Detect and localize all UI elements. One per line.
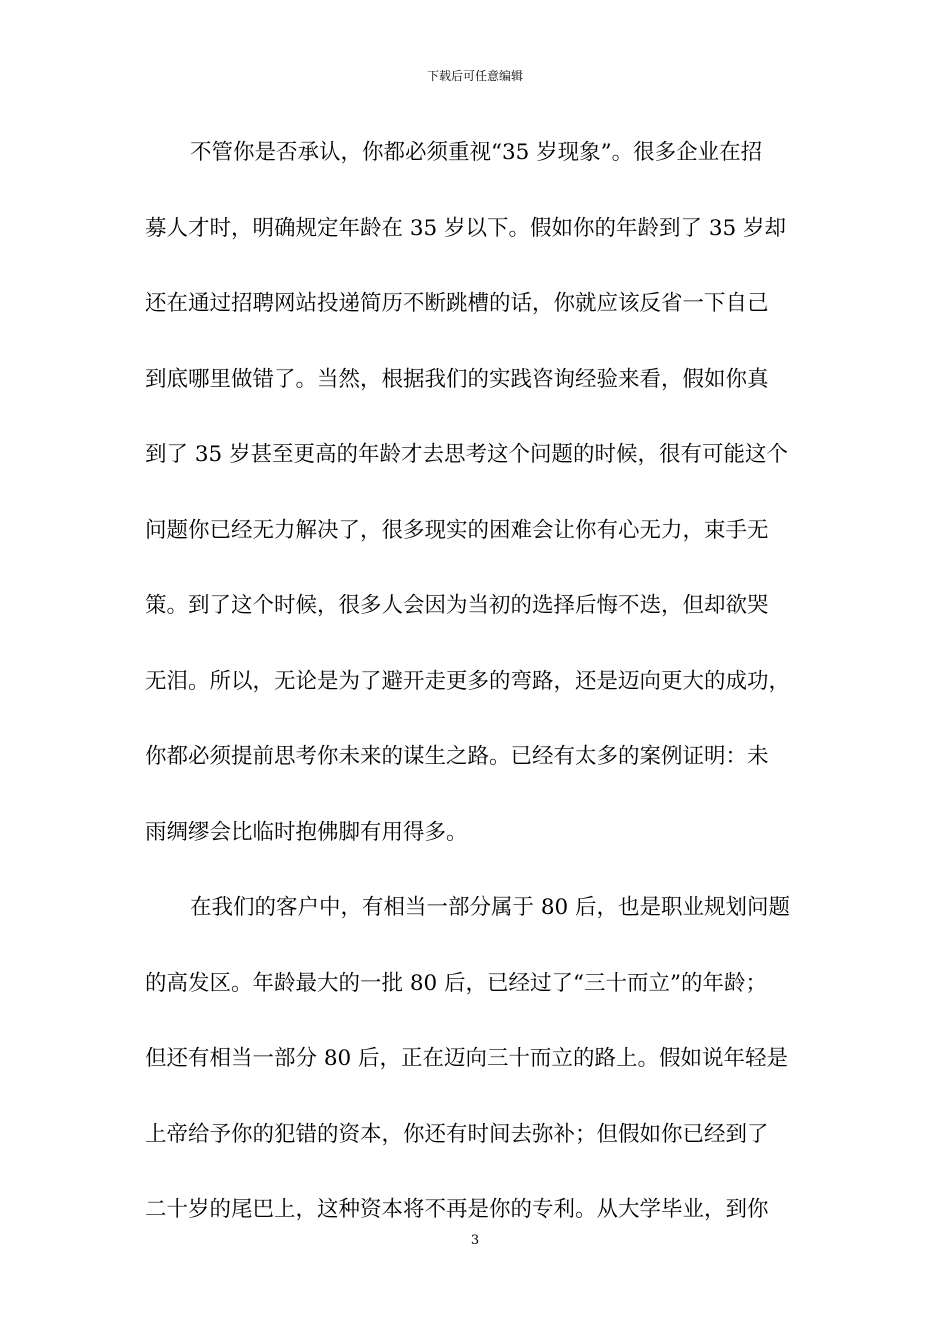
text-line: 在我们的客户中，有相当一部分属于 80 后，也是职业规划问题	[190, 895, 791, 920]
text-line: 但还有相当一部分 80 后，正在迈向三十而立的路上。假如说年轻是	[145, 1046, 789, 1071]
text-line: 二十岁的尾巴上，这种资本将不再是你的专利。从大学毕业，到你	[145, 1197, 769, 1222]
text-line: 策。到了这个时候，很多人会因为当初的选择后悔不迭，但却欲哭	[145, 593, 769, 618]
text-line: 问题你已经无力解决了，很多现实的困难会让你有心无力，束手无	[145, 517, 769, 543]
paragraph	[145, 131, 805, 886]
body-text	[145, 131, 805, 1264]
paragraph	[145, 886, 805, 1264]
text-line: 到底哪里做错了。当然，根据我们的实践咨询经验来看，假如你真	[145, 366, 769, 392]
page-number: 3	[470, 1233, 480, 1248]
text-line: 上帝给予你的犯错的资本，你还有时间去弥补；但假如你已经到了	[145, 1121, 769, 1147]
text-line: 不管你是否承认，你都必须重视“35 岁现象”。很多企业在招	[190, 140, 763, 165]
text-line: 的高发区。年龄最大的一批 80 后，已经过了“三十而立”的年龄；	[145, 970, 768, 996]
text-line: 无泪。所以，无论是为了避开走更多的弯路，还是迈向更大的成功，	[145, 668, 791, 694]
text-line: 雨绸缪会比临时抱佛脚有用得多。	[145, 819, 468, 845]
page-header: 下载后可任意编辑	[426, 69, 523, 83]
text-line: 还在通过招聘网站投递简历不断跳槽的话，你就应该反省一下自己	[145, 291, 769, 316]
text-line: 募人才时，明确规定年龄在 35 岁以下。假如你的年龄到了 35 岁却	[145, 215, 787, 241]
text-line: 到了 35 岁甚至更高的年龄才去思考这个问题的时候，很有可能这个	[145, 442, 789, 467]
text-line: 你都必须提前思考你未来的谋生之路。已经有太多的案例证明：未	[145, 744, 769, 769]
